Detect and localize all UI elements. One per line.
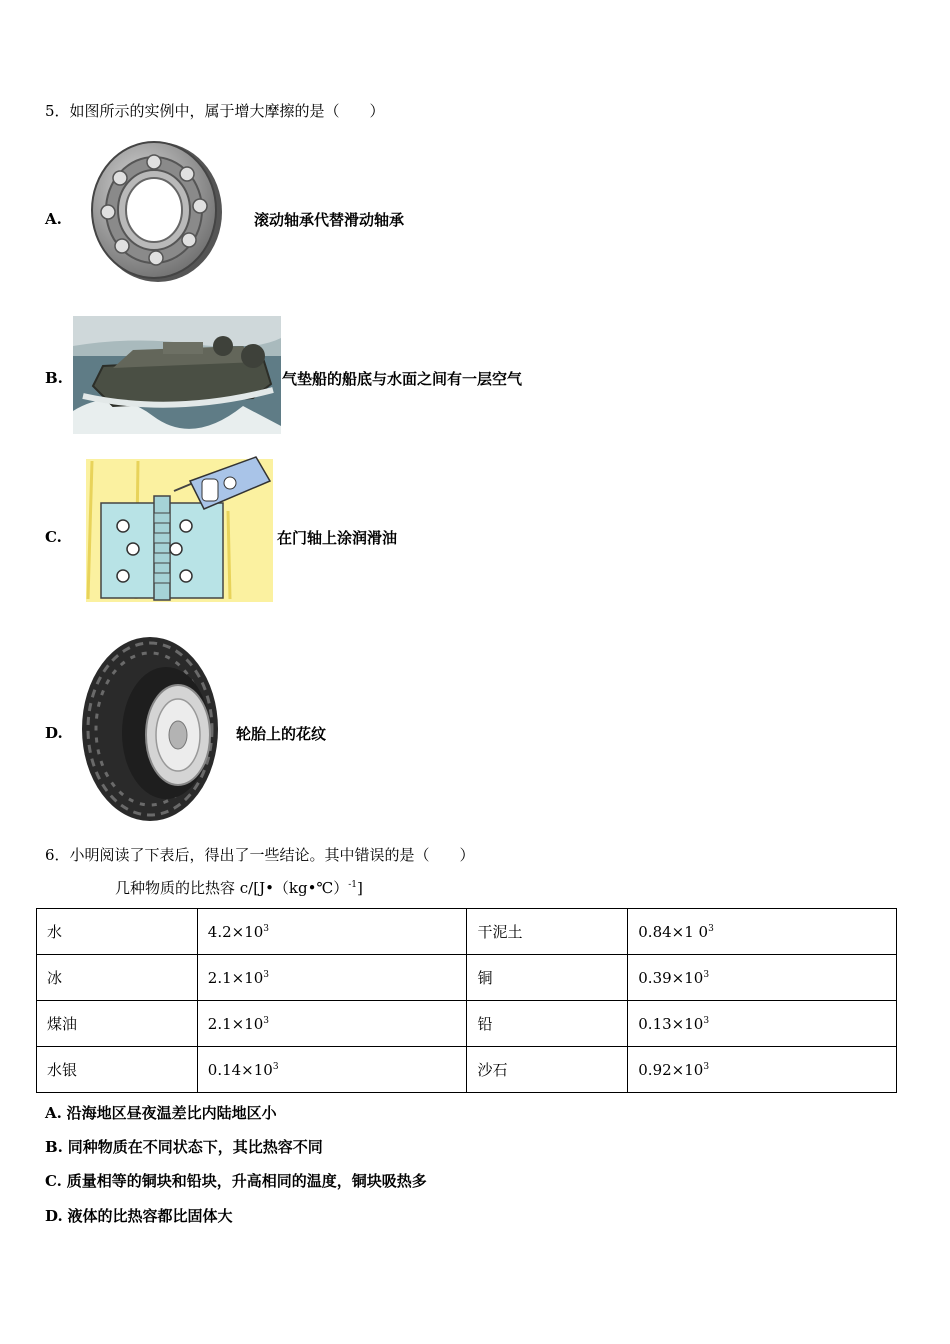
q5-option-c-label: C. — [45, 528, 62, 546]
q5-option-d-text: 轮胎上的花纹 — [236, 725, 327, 743]
table-row — [37, 955, 897, 1001]
value-cell: $0.13\times 10^3$ — [628, 1001, 897, 1047]
q5-option-b-text: 气垫船的船底与水面之间有一层空气 — [282, 370, 523, 388]
q6-option-d: D. 液体的比热容都比固体大 — [45, 1207, 233, 1225]
question-5-stem: 5．如图所示的实例中，属于增大摩擦的是（ ） — [45, 102, 385, 120]
tire-tread-image — [78, 633, 222, 825]
value-cell: $0.92\times 10^3$ — [628, 1047, 897, 1093]
q6-option-b: B. 同种物质在不同状态下，其比热容不同 — [45, 1138, 323, 1156]
specific-heat-table — [36, 908, 897, 1093]
value-cell: 0.84×1 $0^3$ — [628, 909, 897, 955]
substance-cell: 水 — [37, 909, 198, 955]
q5-option-b-label: B. — [45, 369, 63, 387]
table-row — [37, 1001, 897, 1047]
substance-cell: 铅 — [467, 1001, 628, 1047]
value-cell: $2.1\times 10^3$ — [197, 955, 467, 1001]
q5-option-a-label: A. — [45, 210, 62, 228]
substance-cell: 冰 — [37, 955, 198, 1001]
substance-cell: 沙石 — [467, 1047, 628, 1093]
q5-option-d-label: D. — [45, 724, 63, 742]
substance-cell: 水银 — [37, 1047, 198, 1093]
question-6-stem: 6．小明阅读了下表后，得出了一些结论。其中错误的是（ ） — [45, 846, 475, 864]
table-row — [37, 1047, 897, 1093]
value-cell: $0.39\times 10^3$ — [628, 955, 897, 1001]
substance-cell: 煤油 — [37, 1001, 198, 1047]
q6-option-a: A. 沿海地区昼夜温差比内陆地区小 — [45, 1104, 277, 1122]
q5-option-a-text: 滚动轴承代替滑动轴承 — [254, 211, 405, 229]
value-cell: $0.14\times 10^3$ — [197, 1047, 467, 1093]
substance-cell: 铜 — [467, 955, 628, 1001]
substance-cell: 干泥土 — [467, 909, 628, 955]
table-title: 几种物质的比热容 c/[J•（kg•℃）$^{-1}$] — [115, 879, 363, 897]
table-row — [37, 909, 897, 955]
q6-option-c: C. 质量相等的铜块和铅块，升高相同的温度，铜块吸热多 — [45, 1172, 427, 1190]
value-cell: $4.2\times 10^3$ — [197, 909, 467, 955]
q5-option-c-text: 在门轴上涂润滑油 — [277, 529, 398, 547]
door-hinge-oil-image — [78, 451, 273, 602]
ball-bearing-image — [74, 134, 232, 288]
value-cell: $2.1\times 10^3$ — [197, 1001, 467, 1047]
hovercraft-image — [73, 316, 281, 434]
